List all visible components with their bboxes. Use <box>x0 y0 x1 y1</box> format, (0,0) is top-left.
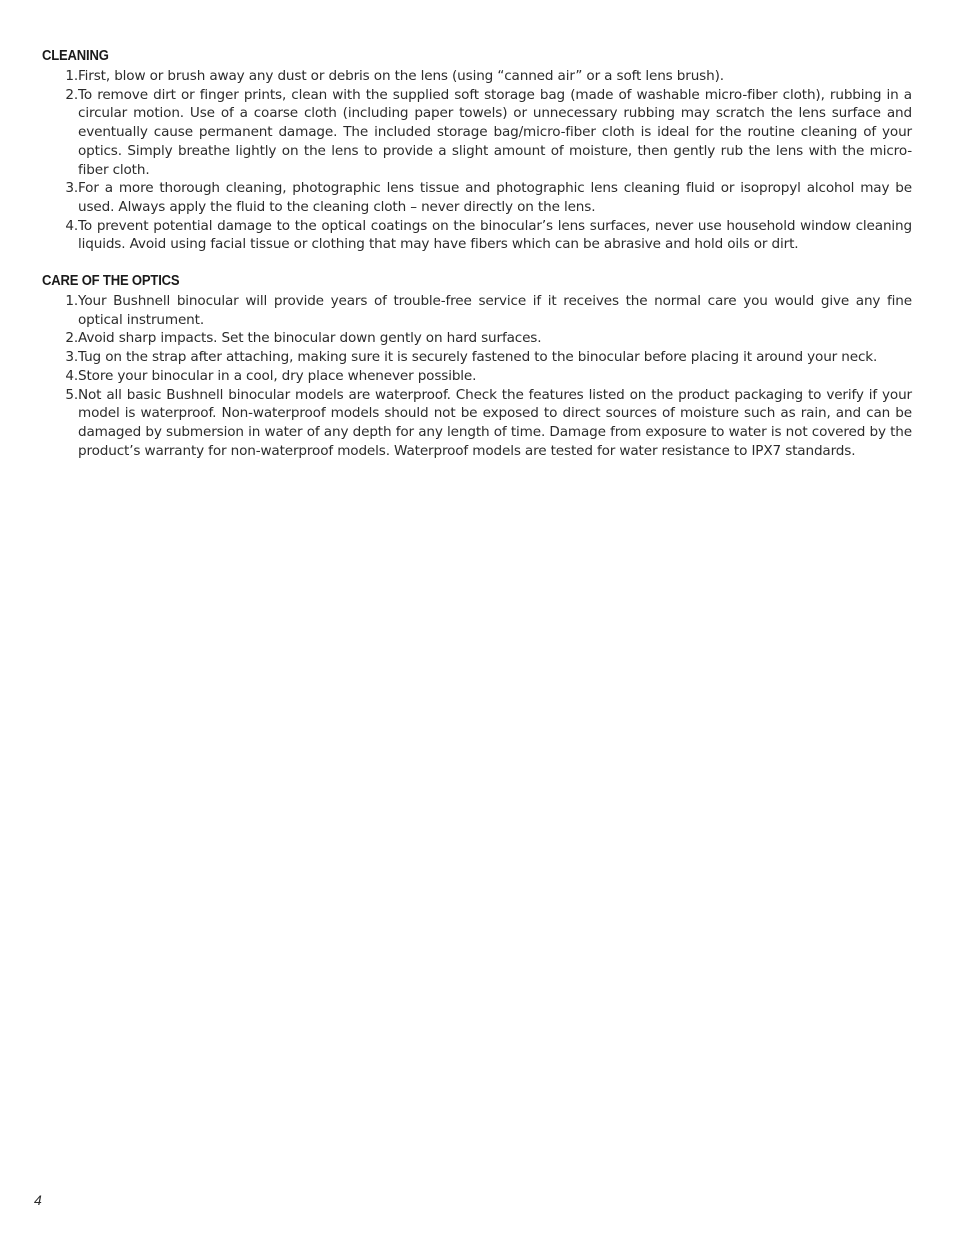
list-item-number: 1. <box>65 293 78 310</box>
list-item-number: 2. <box>65 86 78 103</box>
list-item-text: Not all basic Bushnell binocular models are waterproof. Check the features listed on the product packaging to verify if your model is waterproof. Non-waterproof models should not be exposed to direct sources of moisture such as rain, and can be damaged by submersion in water of any depth for any length of time. Damage from exposure to water is not covered by the product’s warranty for non-waterproof models. Waterproof models are tested for water resistance to IPX7 standards. <box>78 386 912 459</box>
list-item <box>42 348 912 367</box>
list-item-text: First, blow or brush away any dust or debris on the lens (using “canned air” or a soft lens brush). <box>78 68 724 84</box>
list-item <box>42 367 912 386</box>
section-heading: CARE OF THE OPTICS <box>42 273 180 290</box>
list-item <box>42 329 912 348</box>
section-care-of-optics <box>42 272 912 460</box>
list-item <box>42 86 912 180</box>
list-item-text: To prevent potential damage to the optical coatings on the binocular’s lens surfaces, never use household window cleaning liquids. Avoid using facial tissue or clothing that may have fibers which can be abrasive and hold oils or dirt. <box>78 217 912 253</box>
list-item-number: 4. <box>65 367 78 384</box>
list-item-text: To remove dirt or finger prints, clean with the supplied soft storage bag (made of washable micro-fiber cloth), rubbing in a circular motion. Use of a coarse cloth (including paper towels) or unnecessary rubbing may scratch the lens surface and eventually cause permanent damage. The included storage bag/micro-fiber cloth is ideal for the routine cleaning of your optics. Simply breathe lightly on the lens to provide a slight amount of moisture, then gently rub the lens with the micro-fiber cloth. <box>78 86 912 178</box>
list-item-number: 2. <box>65 330 78 347</box>
list-item-number: 4. <box>65 217 78 234</box>
list-item-number: 3. <box>65 180 78 197</box>
list-item-text: For a more thorough cleaning, photographic lens tissue and photographic lens cleaning fluid or isopropyl alcohol may be used. Always apply the fluid to the cleaning cloth – never directly on the lens. <box>78 180 912 215</box>
cleaning-list <box>42 67 912 254</box>
care-list <box>42 292 912 460</box>
list-item <box>42 67 912 86</box>
list-item <box>42 386 912 461</box>
list-item-number: 3. <box>65 349 78 366</box>
list-item-text: Store your binocular in a cool, dry place whenever possible. <box>78 367 477 384</box>
list-item <box>42 179 912 216</box>
list-item-number: 1. <box>65 68 78 84</box>
page-number: 4 <box>34 1192 42 1208</box>
list-item-text: Your Bushnell binocular will provide years of trouble-free service if it receives the normal care you would give any fine optical instrument. <box>78 293 912 328</box>
list-item-number: 5. <box>65 386 78 403</box>
section-heading: CLEANING <box>42 48 109 64</box>
document-body <box>42 47 912 460</box>
list-item <box>42 292 912 329</box>
list-item-text: Tug on the strap after attaching, making sure it is securely fastened to the binocular before placing it around your neck. <box>78 349 878 366</box>
section-cleaning <box>42 47 912 254</box>
list-item-text: Avoid sharp impacts. Set the binocular down gently on hard surfaces. <box>78 330 542 347</box>
list-item <box>42 217 912 254</box>
